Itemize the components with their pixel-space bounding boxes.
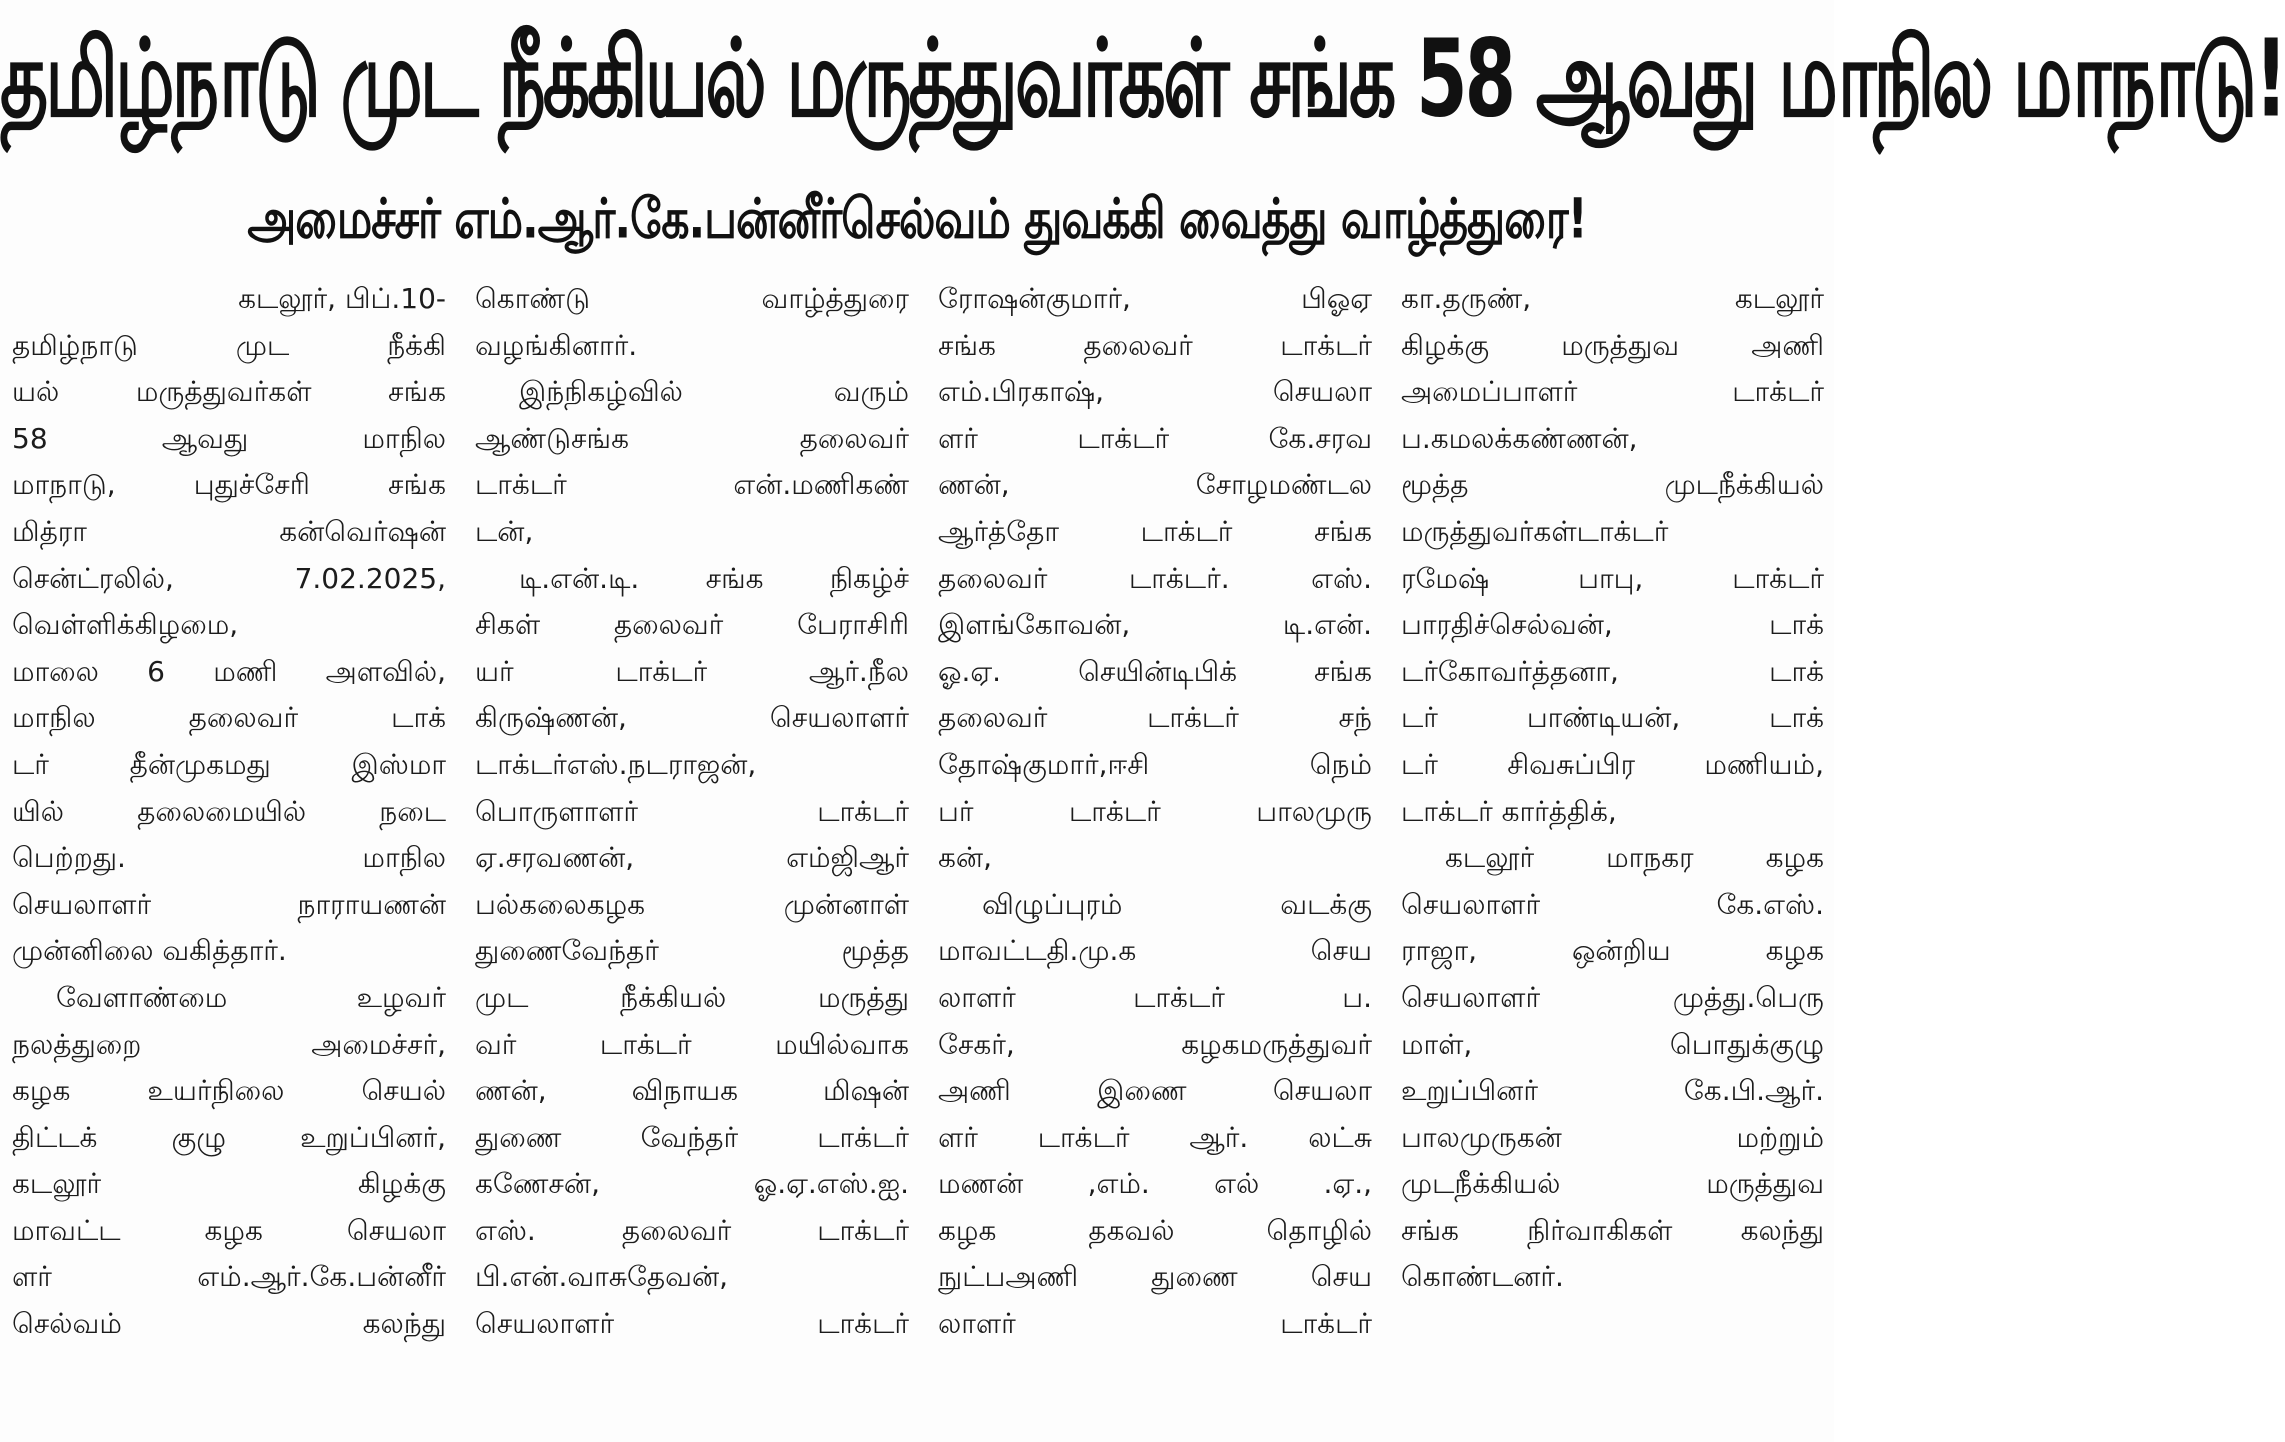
article-line: செயலாளர் முத்து.பெரு	[1401, 980, 1824, 1014]
article-line: பொருளாளர் டாக்டர்	[475, 794, 909, 828]
article-line: மருத்துவர்கள்டாக்டர்	[1401, 514, 1669, 548]
article-line: ஆர்த்தோ டாக்டர் சங்க	[938, 514, 1372, 548]
article-line: யில் தலைமையில் நடை	[12, 794, 446, 828]
article-line: கடலூர் மாநகர கழக	[1445, 841, 1824, 875]
article-column-4	[1401, 276, 1824, 1442]
article-line: ஏ.சரவணன், எம்ஜிஆர்	[475, 841, 909, 875]
article-body	[12, 276, 1824, 1442]
article-line: வர் டாக்டர் மயில்வாக	[475, 1027, 909, 1061]
article-line: முட நீக்கியல் மருத்து	[475, 980, 909, 1014]
article-line: தலைவர் டாக்டர். எஸ்.	[938, 561, 1372, 595]
article-line: பி.என்.வாசுதேவன்,	[475, 1260, 728, 1294]
article-line: டி.என்.டி. சங்க நிகழ்ச்	[519, 561, 909, 595]
article-line: டர் பாண்டியன், டாக்	[1401, 701, 1824, 735]
article-line: சங்க தலைவர் டாக்டர்	[938, 328, 1372, 362]
article-line: பாரதிச்செல்வன், டாக்	[1401, 608, 1824, 642]
article-line: இளங்கோவன், டி.என்.	[938, 608, 1372, 642]
article-line: கழக தகவல் தொழில்	[938, 1213, 1372, 1247]
article-line: மூத்த முடநீக்கியல்	[1401, 468, 1824, 502]
article-line: டர் தீன்முகமது இஸ்மா	[12, 747, 446, 781]
article-line: மாநாடு, புதுச்சேரி சங்க	[12, 468, 446, 502]
article-line: ரமேஷ் பாபு, டாக்டர்	[1401, 561, 1824, 595]
article-line: பர் டாக்டர் பாலமுரு	[938, 794, 1372, 828]
article-line: டர் சிவசுப்பிர மணியம்,	[1401, 747, 1824, 781]
article-headline: தமிழ்நாடு முட நீக்கியல் மருத்துவர்கள் சங்க 58 ஆவது மாநில மாநாடு!	[0, 16, 2285, 142]
article-line: சென்ட்ரலில், 7.02.2025,	[12, 561, 446, 595]
article-line: கடலூர், பிப்.10-	[238, 282, 446, 315]
article-line: யல் மருத்துவர்கள் சங்க	[12, 375, 446, 409]
article-line: டன்,	[475, 514, 534, 548]
article-line: விழுப்புரம் வடக்கு	[982, 887, 1372, 921]
article-line: நலத்துறை அமைச்சர்,	[12, 1027, 446, 1061]
article-line: சேகர், கழகமருத்துவர்	[938, 1027, 1372, 1061]
article-line: டாக்டர் என்.மணிகண்	[475, 468, 909, 502]
article-line: ணன், விநாயக மிஷன்	[475, 1074, 909, 1108]
article-line: ளர் எம்.ஆர்.கே.பன்னீர்	[12, 1260, 446, 1294]
article-line: சிகள் தலைவர் பேராசிரி	[475, 608, 909, 642]
article-line: தலைவர் டாக்டர் சந்	[938, 701, 1372, 735]
article-line: ரோஷன்குமார், பிஓஏ	[938, 282, 1372, 315]
article-line: கிருஷ்ணன், செயலாளர்	[475, 701, 909, 735]
article-line: கடலூர் கிழக்கு	[12, 1167, 446, 1201]
article-line: மணன் ,எம். எல் .ஏ.,	[938, 1167, 1372, 1201]
article-line: மாவட்டதி.மு.க செய	[938, 934, 1372, 968]
article-line: கழக உயர்நிலை செயல்	[12, 1074, 446, 1108]
article-line: செயலாளர் டாக்டர்	[475, 1307, 909, 1341]
article-line: ஓ.ஏ. செயின்டிபிக் சங்க	[938, 654, 1372, 688]
article-line: 58 ஆவது மாநில	[12, 421, 446, 455]
article-line: மாள், பொதுக்குழு	[1401, 1027, 1824, 1061]
article-column-1	[12, 276, 446, 1442]
article-line: மித்ரா கன்வெர்ஷன்	[12, 514, 446, 548]
article-line: கொண்டு வாழ்த்துரை	[475, 282, 909, 315]
article-line: ப.கமலக்கண்ணன்,	[1401, 421, 1638, 455]
article-line: கணேசன், ஓ.ஏ.எஸ்.ஐ.	[475, 1167, 909, 1201]
article-line: லாளர் டாக்டர் ப.	[938, 980, 1372, 1014]
article-line: செல்வம் கலந்து	[12, 1307, 446, 1341]
article-line: ளர் டாக்டர் கே.சரவ	[938, 421, 1372, 455]
article-line: மாவட்ட கழக செயலா	[12, 1213, 446, 1247]
article-line: பாலமுருகன் மற்றும்	[1401, 1120, 1824, 1154]
article-line: அணி இணை செயலா	[938, 1074, 1372, 1108]
article-line: உறுப்பினர் கே.பி.ஆர்.	[1401, 1074, 1824, 1108]
article-line: மாநில தலைவர் டாக்	[12, 701, 446, 735]
article-line: கொண்டனர்.	[1401, 1260, 1564, 1294]
article-line: டாக்டர் கார்த்திக்,	[1401, 794, 1617, 828]
article-line: துணை வேந்தர் டாக்டர்	[475, 1120, 909, 1154]
article-line: ணன், சோழமண்டல	[938, 468, 1372, 502]
article-line: முன்னிலை வகித்தார்.	[12, 934, 287, 968]
article-line: வேளாண்மை உழவர்	[56, 980, 446, 1014]
article-line: டாக்டர்எஸ்.நடராஜன்,	[475, 747, 757, 781]
article-line: ளர் டாக்டர் ஆர். லட்சு	[938, 1120, 1372, 1154]
article-line: இந்நிகழ்வில் வரும்	[519, 375, 909, 409]
article-subheadline: அமைச்சர் எம்.ஆர்.கே.பன்னீர்செல்வம் துவக்கி வைத்து வாழ்த்துரை!	[247, 187, 1587, 252]
article-line: வெள்ளிக்கிழமை,	[12, 608, 239, 642]
article-column-3	[938, 276, 1372, 1442]
article-line: வழங்கினார்.	[475, 328, 638, 362]
article-line: ஆண்டுசங்க தலைவர்	[475, 421, 909, 455]
article-line: மாலை 6 மணி அளவில்,	[12, 654, 446, 688]
article-line: தோஷ்குமார்,ஈசி நெம்	[938, 747, 1372, 781]
article-line: அமைப்பாளர் டாக்டர்	[1401, 375, 1824, 409]
article-line: பல்கலைகழக முன்னாள்	[475, 887, 909, 921]
article-line: திட்டக் குழு உறுப்பினர்,	[12, 1120, 446, 1154]
article-line: கிழக்கு மருத்துவ அணி	[1401, 328, 1824, 362]
article-line: யர் டாக்டர் ஆர்.நீல	[475, 654, 909, 688]
article-column-2	[475, 276, 909, 1442]
article-line: லாளர் டாக்டர்	[938, 1307, 1372, 1341]
article-line: கன்,	[938, 841, 992, 875]
article-line: கா.தருண், கடலூர்	[1401, 282, 1824, 315]
article-line: செயலாளர் கே.எஸ்.	[1401, 887, 1824, 921]
article-line: துணைவேந்தர் மூத்த	[475, 934, 909, 968]
article-line: செயலாளர் நாராயணன்	[12, 887, 446, 921]
article-line: முடநீக்கியல் மருத்துவ	[1401, 1167, 1824, 1201]
article-line: சங்க நிர்வாகிகள் கலந்து	[1401, 1213, 1824, 1247]
article-line: நுட்பஅணி துணை செய	[938, 1260, 1372, 1294]
article-line: தமிழ்நாடு முட நீக்கி	[12, 328, 446, 362]
article-line: டர்கோவர்த்தனா, டாக்	[1401, 654, 1824, 688]
article-line: எம்.பிரகாஷ், செயலா	[938, 375, 1372, 409]
article-line: பெற்றது. மாநில	[12, 841, 446, 875]
article-line: எஸ். தலைவர் டாக்டர்	[475, 1213, 909, 1247]
article-line: ராஜா, ஒன்றிய கழக	[1401, 934, 1824, 968]
